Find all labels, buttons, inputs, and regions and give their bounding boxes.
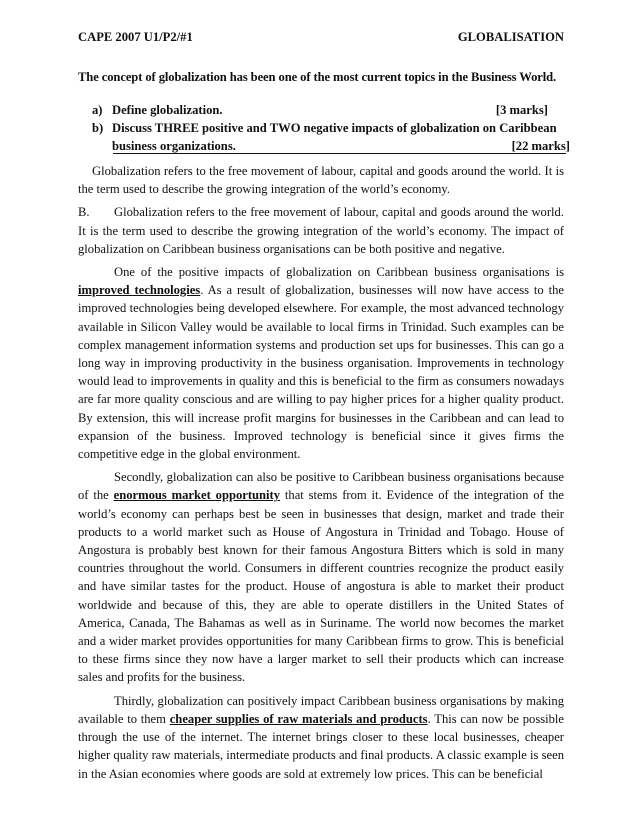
answer-a-paragraph: Globalization refers to the free movement of labour, capital and goods around the world. It is the term used to describe the growing integration of the world’s economy.: [78, 164, 564, 197]
p2-key-term: enormous market opportunity: [113, 488, 281, 503]
positive-impact-3-paragraph: [78, 692, 564, 783]
question-a-label: a): [92, 103, 103, 117]
question-b: [78, 119, 570, 155]
question-b-label: b): [92, 121, 104, 135]
p1-key-term: improved technologies: [78, 283, 201, 298]
question-a-marks: [3 marks]: [495, 103, 548, 117]
p3-text-start: Thirdly, globalization can positively impact Caribbean business organisations by making available to them: [78, 693, 564, 726]
positive-impact-2-paragraph: [78, 468, 564, 686]
answer-b-intro-paragraph: [78, 203, 564, 258]
p1-text-start: One of the positive impacts of globalization on Caribbean business organisations is: [114, 265, 564, 280]
p2-text-start: Secondly, globalization can also be positive to Caribbean business organisations because of the: [78, 470, 564, 503]
question-a-text: Define globalization.: [112, 103, 223, 117]
question-b-marks: [22 marks]: [511, 139, 570, 153]
question-intro: The concept of globalization has been one of the most current topics in the Business World.: [78, 70, 557, 84]
answer-b-intro-text: Globalization refers to the free movement of labour, capital and goods around the world. It is the term used to describe the growing integration of the world’s economy. The impact of globalization on Caribbean business organisations can be both positive and negative.: [78, 205, 564, 256]
p2-text-rest: that stems from it. Evidence of the integration of the world’s economy can perhaps best be seen in businesses that design, market and trade their products to a world market such as House of Angostura in Trinidad and Tobago. House of Angostura is probably best known for their famous Angostura Bitters which is sold in many countries throughout the world. Consumers in different countries recognize the product easily and have similar tastes for the product. House of angostura is able to market their product worldwide and because of this, they are able to operate distillers in the United States of America, Canada, The Bahamas as well as in Suriname. The world now becomes the market and a wider market provides opportunities for many Caribbean firms to grow. This is beneficial to these firms since they now have a larger market to sell their products which can increase sales and profits for the business.: [78, 488, 564, 685]
answer-b-label: B.: [78, 205, 90, 220]
positive-impact-1-paragraph: [78, 263, 564, 463]
p3-key-term: cheaper supplies of raw materials and products: [169, 711, 428, 726]
header-topic: GLOBALISATION: [457, 30, 564, 44]
header-course-code: CAPE 2007 U1/P2/#1: [78, 30, 193, 44]
answer-body: [78, 162, 564, 788]
question-b-text: Discuss THREE positive and TWO negative impacts of globalization on Caribbean business organizations.: [112, 121, 557, 153]
p1-text-rest: . As a result of globalization, businesses will now have access to the improved technologies being developed elsewhere. For example, the most advanced technology available in Silicon Valley would be available to local firms in Trinidad. Such examples can be complex management information systems and production set ups for businesses. This can go a long way in improving productivity in the business organisation. Improvements in technology would lead to improvements in quality and this is beneficial to the firm as consumers nowadays are far more quality conscious and are willing to pay higher prices for a higher quality product. By extension, this will increase profit margins for businesses in the Caribbean and can lead to expansion of the business. Improved technology is beneficial since it gives firms the competitive edge in the global environment.: [78, 283, 565, 462]
question-a: [78, 101, 564, 119]
p3-text-rest: . This can now be possible through the use of the internet. The internet brings closer to these local businesses, cheaper higher quality raw materials, intermediate products and final products. A classic example is seen in the Asian economies where goods are sold at extremely low prices. This can be beneficial: [78, 711, 565, 781]
question-list: [78, 101, 570, 155]
question-divider: [113, 153, 566, 154]
